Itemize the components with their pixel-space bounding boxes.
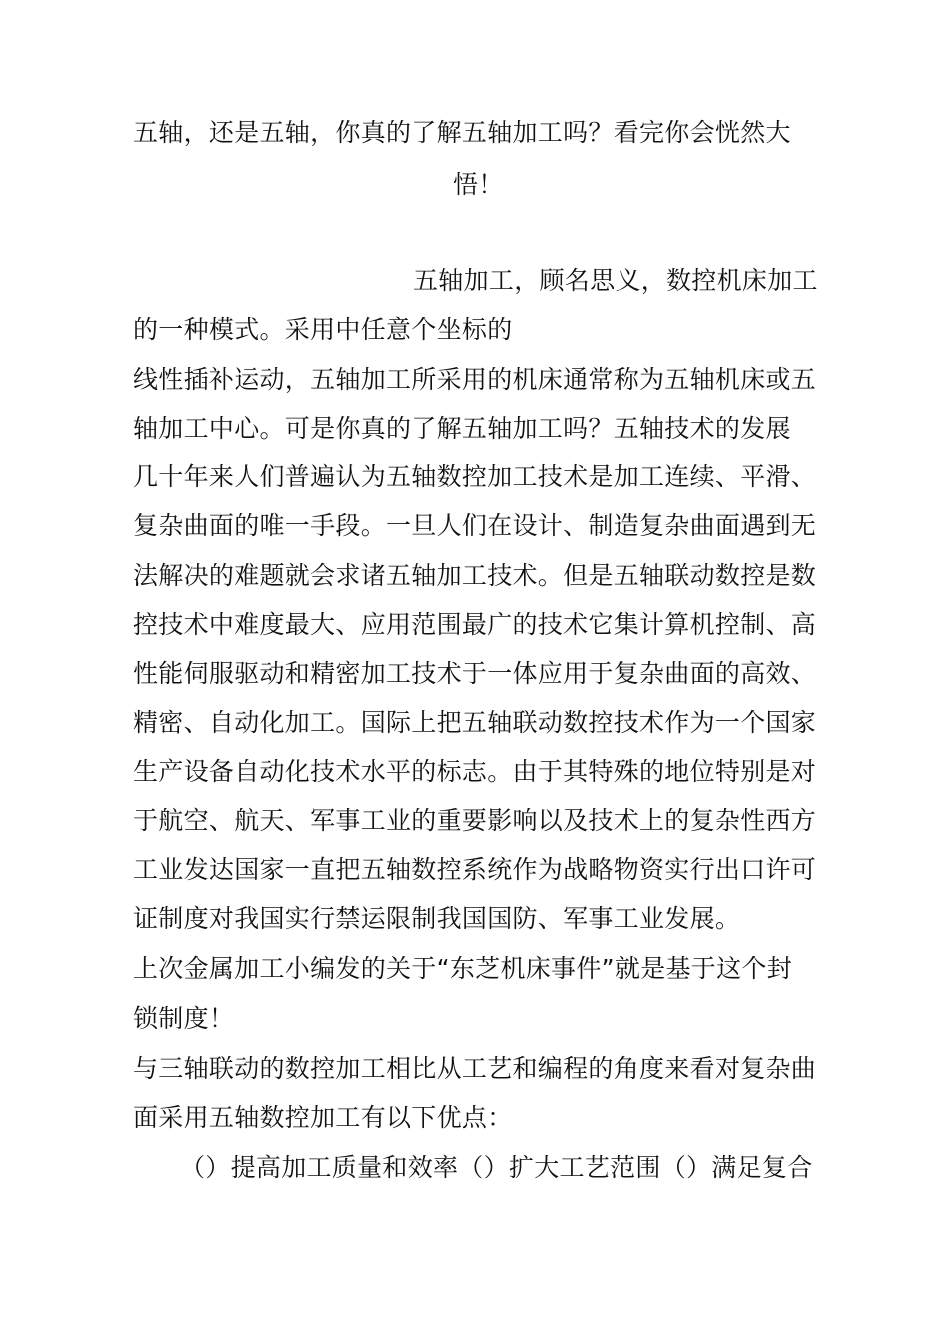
body-line-3: 线性插补运动，五轴加工所采用的机床通常称为五轴机床或五	[133, 365, 817, 394]
body-line-12: 于航空、航天、军事工业的重要影响以及技术上的复杂性西方	[133, 806, 817, 835]
body-line-1: 五轴加工，顾名思义，数控机床加工	[413, 266, 818, 295]
body-line-10: 精密、自动化加工。国际上把五轴联动数控技术作为一个国家	[133, 708, 817, 737]
body-line-16: 锁制度！	[133, 1004, 235, 1033]
body-line-13: 工业发达国家一直把五轴数控系统作为战略物资实行出口许可	[133, 855, 817, 884]
body-line-8: 控技术中难度最大、应用范围最广的技术它集计算机控制、高	[133, 610, 817, 639]
body-line-19: （）提高加工质量和效率（）扩大工艺范围（）满足复合	[180, 1153, 813, 1182]
body-line-7: 法解决的难题就会求诸五轴加工技术。但是五轴联动数控是数	[133, 561, 817, 590]
body-line-6: 复杂曲面的唯一手段。一旦人们在设计、制造复杂曲面遇到无	[133, 511, 817, 540]
body-line-2: 的一种模式。采用中任意个坐标的	[133, 315, 513, 344]
body-line-17: 与三轴联动的数控加工相比从工艺和编程的角度来看对复杂曲	[133, 1054, 817, 1083]
body-line-11: 生产设备自动化技术水平的标志。由于其特殊的地位特别是对	[133, 757, 817, 786]
body-line-14: 证制度对我国实行禁运限制我国国防、军事工业发展。	[133, 904, 741, 933]
body-line-4: 轴加工中心。可是你真的了解五轴加工吗？五轴技术的发展	[133, 414, 791, 443]
body-line-15: 上次金属加工小编发的关于“东芝机床事件”就是基于这个封	[133, 954, 793, 983]
body-line-5: 几十年来人们普遍认为五轴数控加工技术是加工连续、平滑、	[133, 462, 817, 491]
body-line-9: 性能伺服驱动和精密加工技术于一体应用于复杂曲面的高效、	[133, 659, 817, 688]
title-line-2: 悟！	[453, 170, 504, 199]
title-line-1: 五轴，还是五轴，你真的了解五轴加工吗？看完你会恍然大	[133, 118, 791, 147]
body-line-18: 面采用五轴数控加工有以下优点：	[133, 1103, 513, 1132]
